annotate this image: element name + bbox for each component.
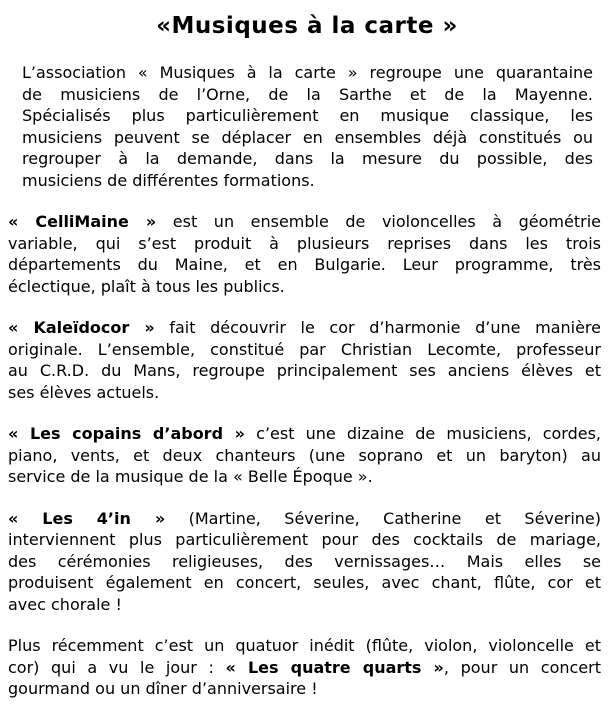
text-line [8,360,601,382]
text-line [8,572,601,594]
paragraph [8,317,601,403]
text-run: interviennent plus particulièrement pour des cocktails de mariage, [8,530,601,549]
text-run: éclectique, plaît à tous les publics. [8,276,285,296]
text-line [8,254,601,276]
text-run: originale. L’ensemble, constitué par Christian Lecomte, professeur [8,339,601,359]
page-title: «Musiques à la carte » [156,13,458,39]
text-line [8,466,601,488]
text-run: , pour un concert [443,657,602,677]
text-run: c’est une dizaine de musiciens, cordes, [245,424,602,443]
text-line [8,594,601,616]
text-line [8,382,601,404]
text-run: départements du Maine, et en Bulgarie. Leur programme, très [8,255,601,274]
text-line [8,551,601,573]
ensemble-name: « Kaleïdocor » [8,318,155,337]
text-run: musiciens peuvent se déplacer en ensembles déjà constitués ou [22,127,593,147]
text-run: avec chorale ! [8,594,122,614]
text-run: service de la musique de la « Belle Époque ». [8,467,373,486]
text-line [8,508,601,530]
document-body [0,42,614,700]
text-line [8,276,601,298]
text-run: (Martine, Séverine, Catherine et Séverine) [165,508,601,528]
text-run: de musiciens de l’Orne, de la Sarthe et de la Mayenne. [22,84,593,104]
paragraph [8,635,601,700]
text-line [22,170,593,192]
text-line [8,529,601,551]
text-line [8,423,601,445]
text-run: variable, qui s’est produit à plusieurs reprises dans les trois [8,233,601,253]
text-line [8,445,601,467]
ensemble-name: « CelliMaine » [8,212,157,231]
text-run: piano, vents, et deux chanteurs (une soprano et un baryton) au [8,445,601,465]
paragraph [8,211,601,297]
text-run: cor) qui a vu le jour : [8,657,226,677]
paragraph [8,508,601,616]
text-line [22,62,593,84]
text-line [8,211,601,233]
text-run: ses élèves actuels. [8,382,160,402]
text-run: fait découvrir le cor d’harmonie d’une manière [154,318,602,337]
ensemble-name: « Les quatre quarts » [225,657,444,677]
ensemble-name: « Les 4’in » [8,508,166,528]
paragraph [22,62,593,191]
text-run: Spécialisés plus particulièrement en musique classique, les [22,106,593,125]
ensemble-name: « Les copains d’abord » [8,424,245,443]
text-run: produisent également en concert, seules, avec chant, flûte, cor et [8,573,601,592]
text-run: musiciens de différentes formations. [22,170,315,190]
text-line [8,657,601,679]
text-run: Plus récemment c’est un quatuor inédit (flûte, violon, violoncelle et [8,636,601,655]
text-line [22,127,593,149]
text-run: des cérémonies religieuses, des vernissages… Mais elles se [8,551,601,571]
text-run: gourmand ou un dîner d’anniversaire ! [8,679,318,698]
text-line [8,233,601,255]
text-line [22,105,593,127]
text-run: L’association « Musiques à la carte » regroupe une quarantaine [22,63,593,82]
text-line [22,84,593,106]
text-line [8,317,601,339]
text-run: regrouper à la demande, dans la mesure du possible, des [22,149,593,168]
text-run: au C.R.D. du Mans, regroupe principalement ses anciens élèves et [8,361,601,380]
text-line [22,148,593,170]
text-run: est un ensemble de violoncelles à géométrie [156,212,602,231]
text-line [8,678,601,700]
text-line [8,635,601,657]
text-line [8,339,601,361]
paragraph [8,423,601,488]
